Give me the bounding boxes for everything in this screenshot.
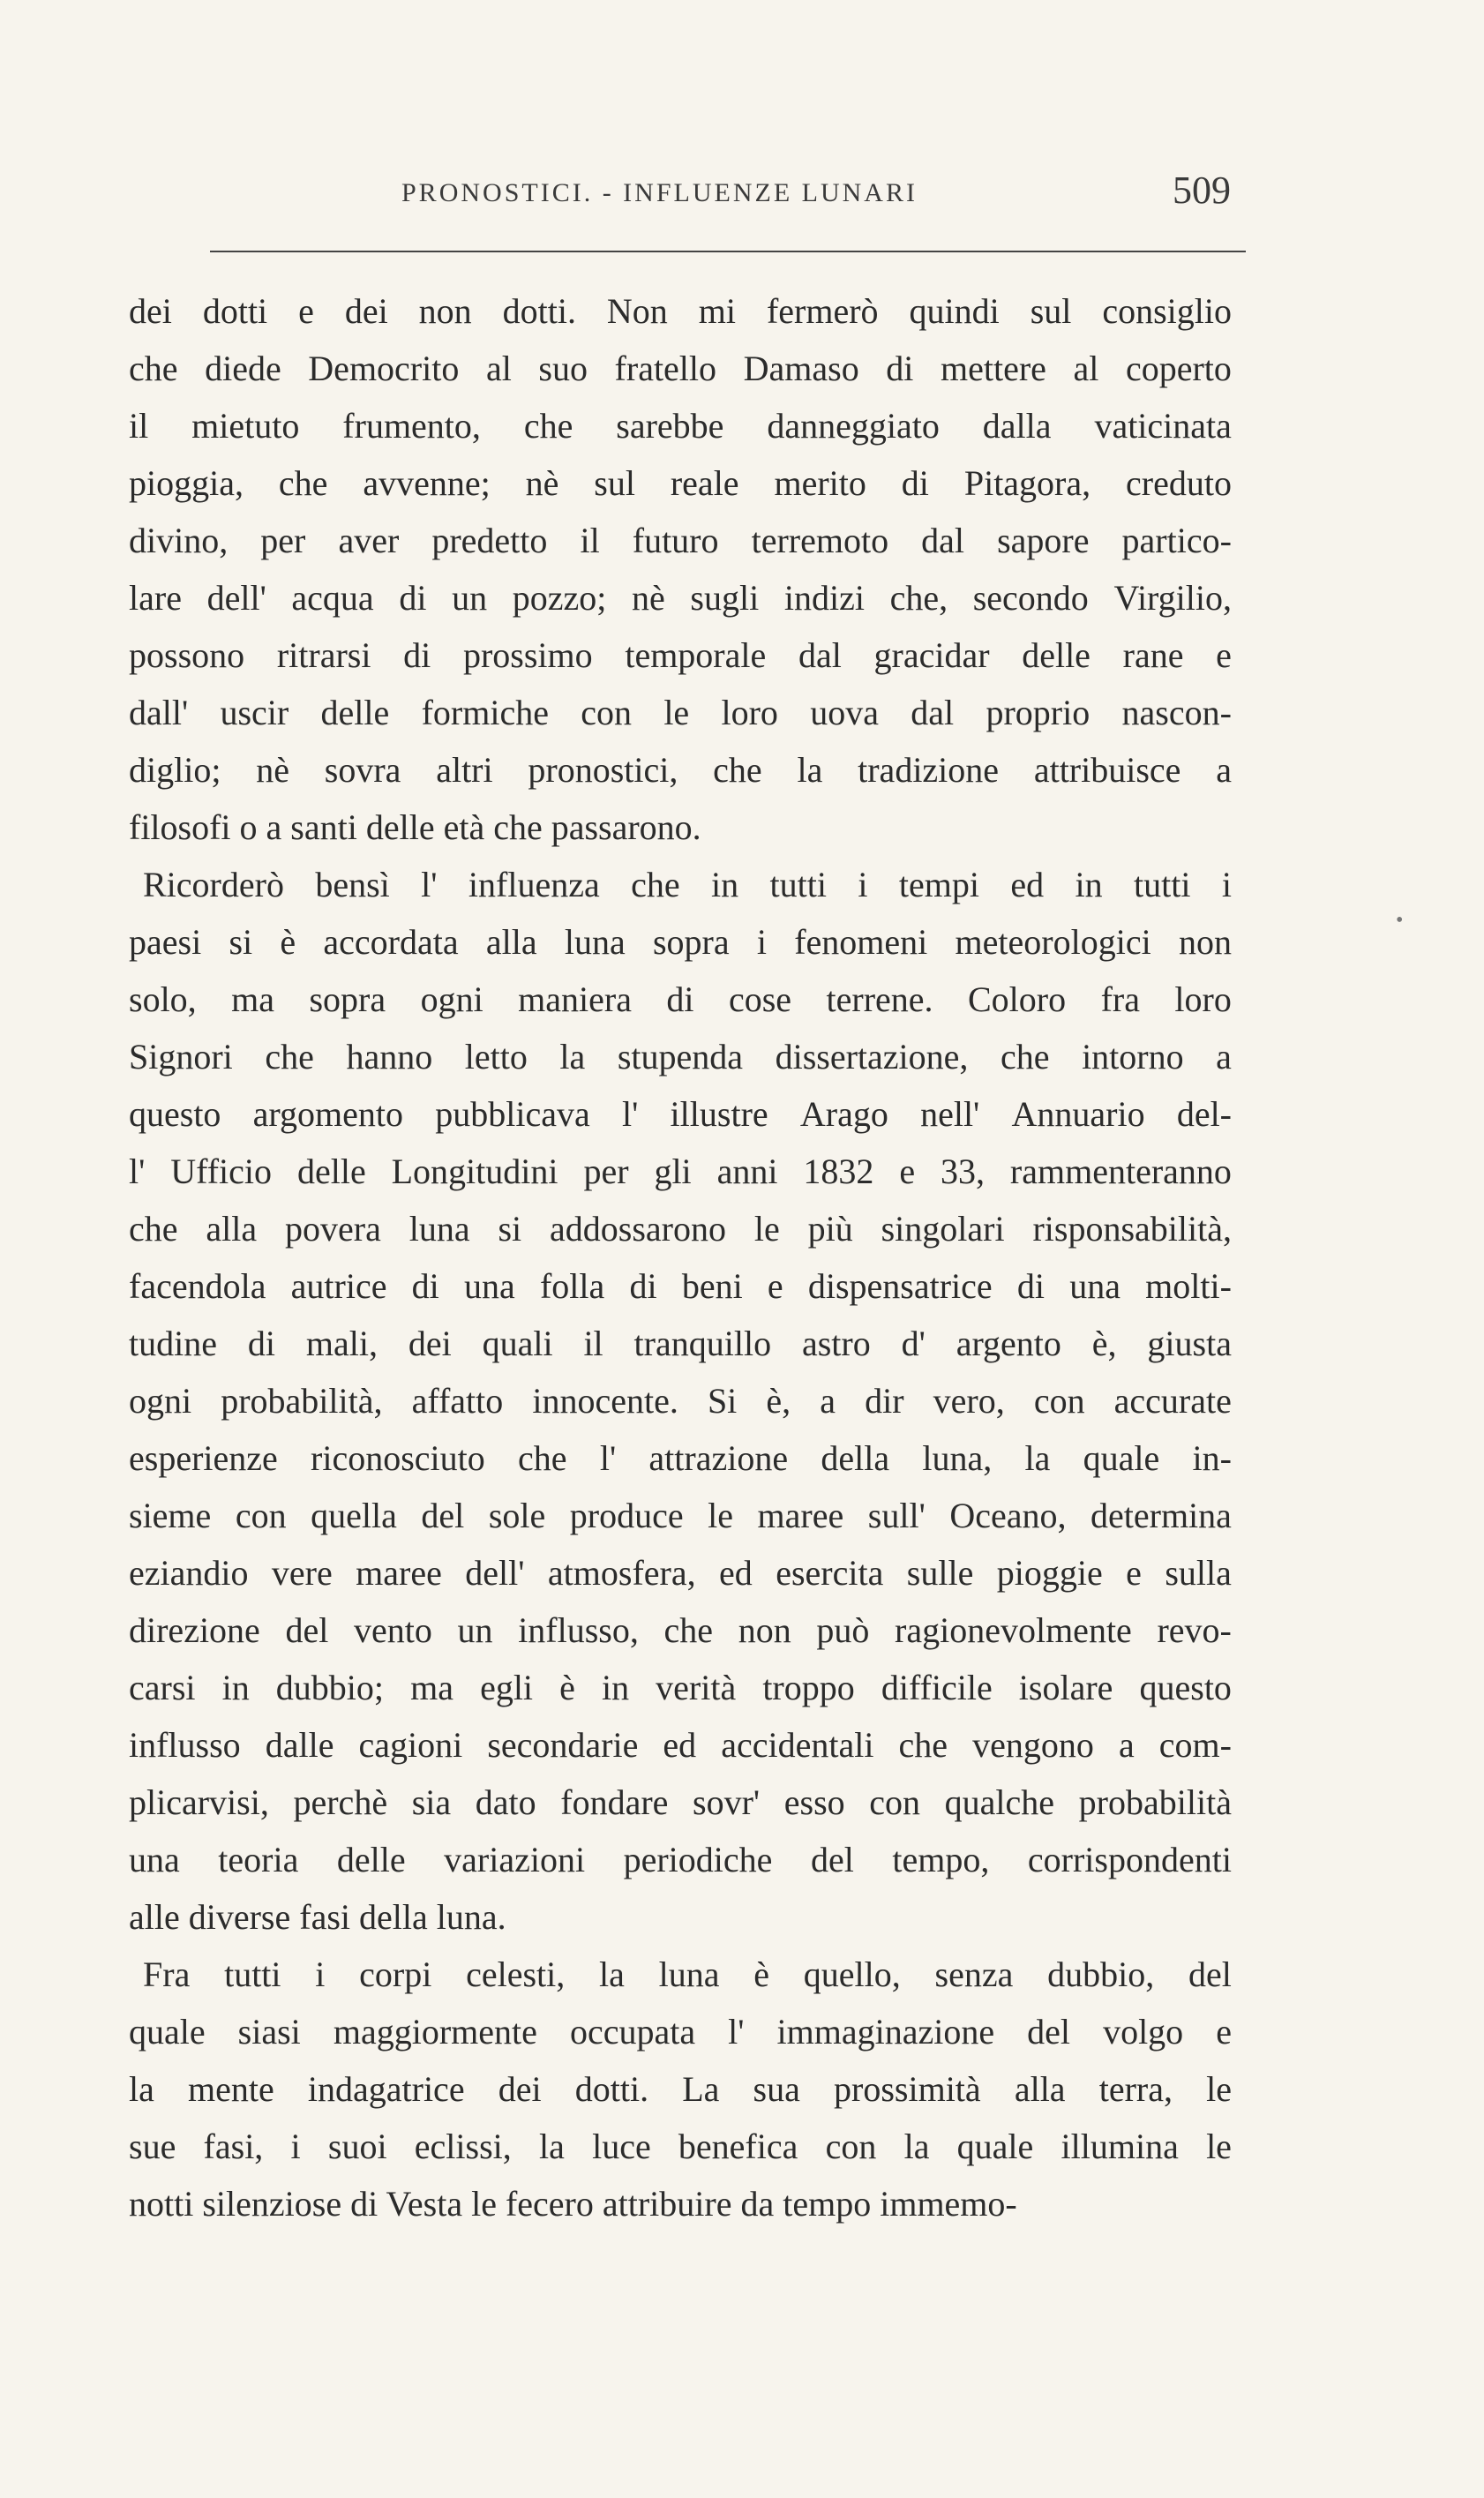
text-line: questo argomento pubblicava l' illustre Arago nell' Annuario del- [129,1094,1232,1134]
text-line: divino, per aver predetto il futuro terremoto dal sapore partico- [129,521,1232,560]
text-line: tudine di mali, dei quali il tranquillo astro d' argento è, giusta [129,1324,1232,1363]
page-number: 509 [1173,169,1231,212]
text-line: lare dell' acqua di un pozzo; nè sugli indizi che, secondo Virgilio, [129,578,1232,618]
text-line: una teoria delle variazioni periodiche del tempo, corrispondenti [129,1840,1232,1879]
text-line: carsi in dubbio; ma egli è in verità troppo difficile isolare questo [129,1668,1232,1707]
text-line: eziandio vere maree dell' atmosfera, ed esercita sulle pioggie e sulla [129,1553,1232,1593]
text-line: solo, ma sopra ogni maniera di cose terrene. Coloro fra loro [129,979,1232,1019]
text-line: dei dotti e dei non dotti. Non mi fermerò quindi sul consiglio [129,291,1232,331]
text-line: facendola autrice di una folla di beni e dispensatrice di una molti- [129,1266,1232,1306]
running-head: PRONOSTICI. - INFLUENZE LUNARI [401,178,918,207]
text-line: Signori che hanno letto la stupenda dissertazione, che intorno a [129,1037,1232,1076]
text-line: filosofi o a santi delle età che passarono. [129,807,701,847]
header-rule [210,251,1246,252]
text-line: Ricorderò bensì l' influenza che in tutti i tempi ed in tutti i [143,865,1232,904]
text-line: esperienze riconosciuto che l' attrazione della luna, la quale in- [129,1438,1232,1478]
text-line: notti silenziose di Vesta le fecero attribuire da tempo immemo- [129,2184,1017,2224]
text-line: che alla povera luna si addossarono le più singolari risponsabilità, [129,1209,1232,1249]
text-line: quale siasi maggiormente occupata l' immaginazione del volgo e [129,2012,1232,2052]
text-line: ogni probabilità, affatto innocente. Si è, a dir vero, con accurate [129,1381,1232,1421]
text-line: sue fasi, i suoi eclissi, la luce benefica con la quale illumina le [129,2127,1232,2166]
page-header [225,168,1248,221]
text-line: possono ritrarsi di prossimo temporale dal gracidar delle rane e [129,635,1232,675]
text-line: il mietuto frumento, che sarebbe danneggiato dalla vaticinata [129,406,1232,446]
margin-mark: • [1396,909,1404,932]
text-line: plicarvisi, perchè sia dato fondare sovr' esso con qualche probabilità [129,1782,1232,1822]
text-line: Fra tutti i corpi celesti, la luna è quello, senza dubbio, del [143,1954,1232,1994]
text-line: sieme con quella del sole produce le maree sull' Oceano, determina [129,1496,1232,1535]
text-line: influsso dalle cagioni secondarie ed accidentali che vengono a com- [129,1725,1232,1765]
body-text [129,282,1232,2232]
text-line: direzione del vento un influsso, che non può ragionevolmente revo- [129,1610,1232,1650]
text-line: la mente indagatrice dei dotti. La sua prossimità alla terra, le [129,2069,1232,2109]
text-line: l' Ufficio delle Longitudini per gli anni 1832 e 33, rammenteranno [129,1151,1232,1191]
text-line: alle diverse fasi della luna. [129,1897,506,1937]
text-line: dall' uscir delle formiche con le loro uova dal proprio nascon- [129,693,1232,732]
text-line: pioggia, che avvenne; nè sul reale merito di Pitagora, creduto [129,463,1232,503]
text-line: diglio; nè sovra altri pronostici, che la tradizione attribuisce a [129,750,1232,790]
text-line: paesi si è accordata alla luna sopra i fenomeni meteorologici non [129,922,1232,962]
text-line: che diede Democrito al suo fratello Damaso di mettere al coperto [129,349,1232,388]
